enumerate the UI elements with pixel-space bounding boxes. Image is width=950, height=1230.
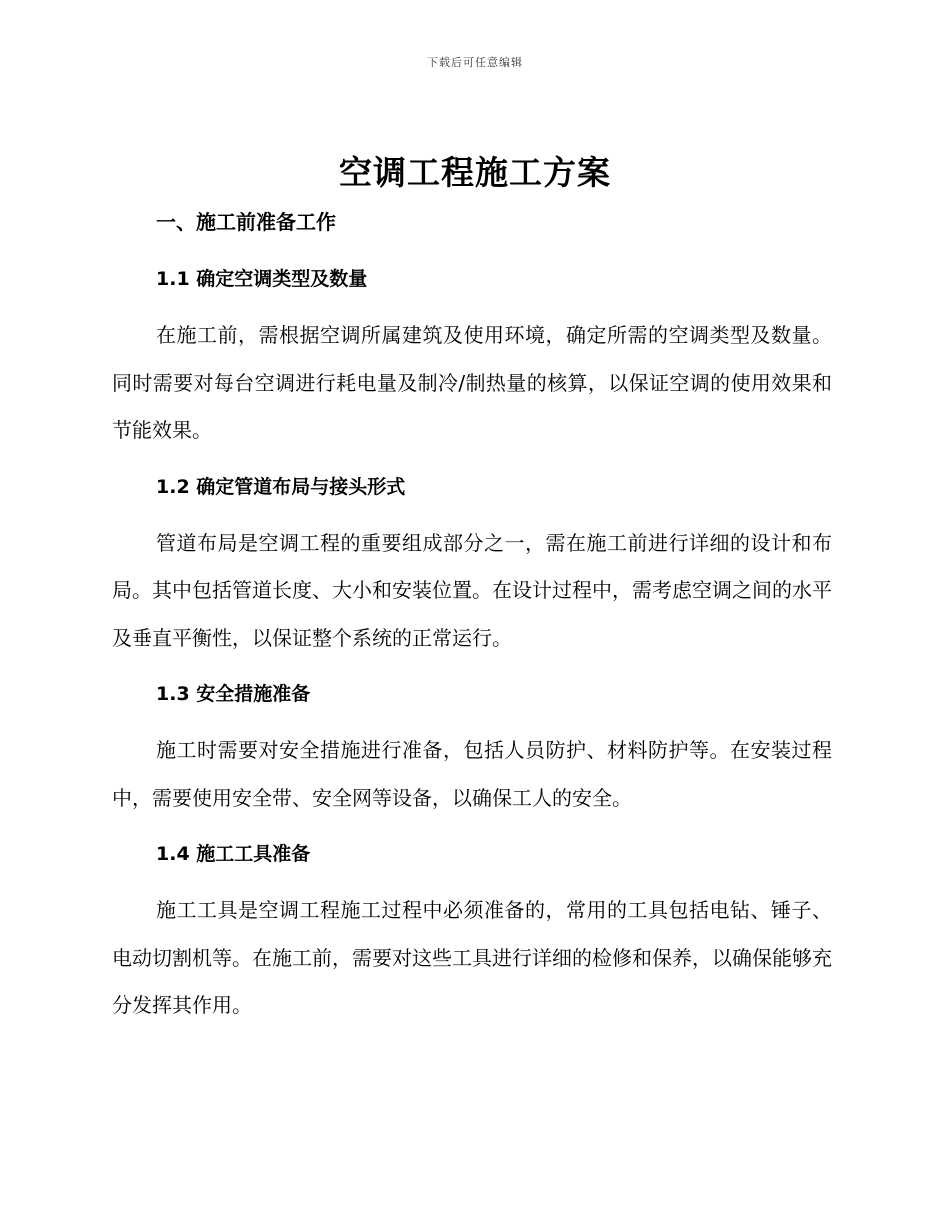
- document-body: [112, 206, 832, 1030]
- page-header-note: 下载后可任意编辑: [427, 56, 523, 69]
- section-heading: 一、施工前准备工作: [156, 210, 336, 234]
- subsection-heading: 1.2 确定管道布局与接头形式: [156, 475, 406, 498]
- paragraph: 管道布局是空调工程的重要组成部分之一，需在施工前进行详细的设计和布局。其中包括管道长度、大小和安装位置。在设计过程中，需考虑空调之间的水平及垂直平衡性，以保证整个系统的正常运行。: [112, 530, 832, 650]
- paragraph: 在施工前，需根据空调所属建筑及使用环境，确定所需的空调类型及数量。同时需要对每台空调进行耗电量及制冷/制热量的核算，以保证空调的使用效果和节能效果。: [112, 323, 832, 442]
- subsection-heading: 1.3 安全措施准备: [156, 683, 311, 705]
- paragraph: 施工时需要对安全措施进行准备，包括人员防护、材料防护等。在安装过程中，需要使用安全带、安全网等设备，以确保工人的安全。: [112, 738, 832, 810]
- paragraph: 施工工具是空调工程施工过程中必须准备的，常用的工具包括电钻、锤子、电动切割机等。在施工前，需要对这些工具进行详细的检修和保养，以确保能够充分发挥其作用。: [112, 898, 832, 1017]
- subsection-heading: 1.1 确定空调类型及数量: [156, 268, 368, 290]
- subsection-heading: 1.4 施工工具准备: [156, 843, 311, 865]
- document-title: 空调工程施工方案: [339, 153, 611, 192]
